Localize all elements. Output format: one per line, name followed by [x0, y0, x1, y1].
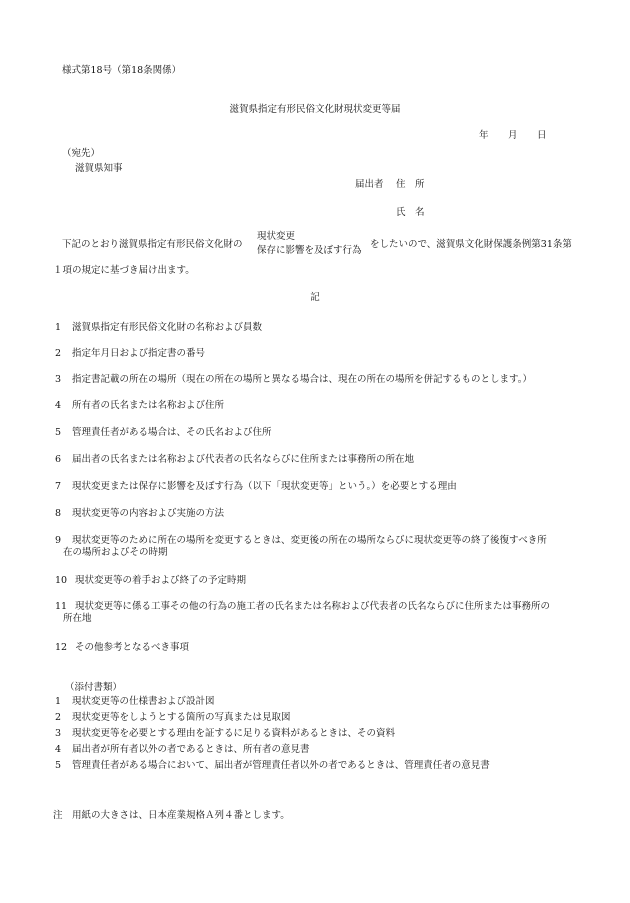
- item-text: 現状変更または保存に影響を及ぼす行為（以下「現状変更等」という。）を必要とする理由: [72, 481, 457, 492]
- notifier-label: 届出者: [355, 179, 384, 190]
- item-text: 所有者の氏名または名称および住所: [72, 400, 225, 411]
- item-text: 滋賀県指定有形民俗文化財の名称および員数: [72, 322, 263, 333]
- item-number: 2: [55, 348, 62, 359]
- item-number: 7: [55, 481, 62, 492]
- attachment-text: 届出者が所有者以外の者であるときは、所有者の意見書: [72, 744, 310, 755]
- attachment-number: 5: [55, 760, 62, 771]
- item-number: 11: [55, 601, 68, 612]
- item-number: 9: [55, 535, 62, 546]
- attachment-text: 現状変更等を必要とする理由を証するに足りる資料があるときは、その資料: [72, 728, 396, 739]
- intro-part1: 下記のとおり滋賀県指定有形民俗文化財の: [62, 239, 243, 250]
- intro-option-affecting-act: 保存に影響を及ぼす行為: [257, 245, 362, 256]
- item-text: 現状変更等の内容および実施の方法: [72, 508, 225, 519]
- item-text: 指定年月日および指定書の番号: [72, 348, 206, 359]
- item-number: 4: [55, 400, 62, 411]
- addressee-name: 滋賀県知事: [75, 163, 123, 174]
- intro-part2: をしたいので、滋賀県文化財保護条例第31条第: [370, 239, 572, 250]
- item-text: 管理責任者がある場合は、その氏名および住所: [72, 427, 272, 438]
- item-number: 1: [55, 322, 62, 333]
- intro-part3: １項の規定に基づき届け出ます。: [53, 265, 195, 276]
- item-text-continued: 所在地: [63, 613, 92, 624]
- item-text: 指定書記載の所在の場所（現在の所在の場所と異なる場合は、現在の所在の場所を併記するものとします。）: [72, 374, 532, 385]
- item-number: 3: [55, 374, 62, 385]
- date-month: 月: [508, 130, 518, 141]
- item-text: その他参考となるべき事項: [75, 642, 190, 653]
- form-number: 様式第18号（第18条関係）: [62, 65, 182, 76]
- item-text-continued: 在の場所およびその時期: [63, 547, 168, 558]
- item-number: 6: [55, 454, 62, 465]
- intro-options: [257, 230, 362, 258]
- attachment-text: 管理責任者がある場合において、届出者が管理責任者以外の者であるときは、管理責任者の意見書: [72, 760, 490, 771]
- item-number: 8: [55, 508, 62, 519]
- intro-option-alteration: 現状変更: [257, 231, 296, 242]
- item-number: 12: [55, 642, 68, 653]
- item-text: 現状変更等に係る工事その他の行為の施工者の氏名または名称および代表者の氏名ならびに住所または事務所の: [75, 601, 551, 612]
- attachment-text: 現状変更等の仕様書および設計図: [72, 696, 215, 707]
- ki-heading: 記: [310, 292, 320, 303]
- item-text: 現状変更等のために所在の場所を変更するときは、変更後の所在の場所ならびに現状変更等の終了後復すべき所: [72, 535, 547, 546]
- item-text: 現状変更等の着手および終了の予定時期: [75, 575, 247, 586]
- item-number: 10: [55, 575, 68, 586]
- date-day: 日: [537, 130, 547, 141]
- paper-size-note: 注 用紙の大きさは、日本産業規格Ａ列４番とします。: [53, 810, 290, 821]
- attachment-number: 2: [55, 712, 62, 723]
- addressee-label: （宛先）: [62, 148, 101, 159]
- item-text: 届出者の氏名または名称および代表者の氏名ならびに住所または事務所の所在地: [72, 454, 415, 465]
- notifier-address-label: 住 所: [396, 179, 425, 190]
- date-year: 年: [479, 130, 489, 141]
- attachment-number: 4: [55, 744, 62, 755]
- form-title: 滋賀県指定有形民俗文化財現状変更等届: [229, 104, 401, 115]
- item-number: 5: [55, 427, 62, 438]
- attachments-label: （添付書類）: [65, 682, 123, 693]
- attachment-number: 1: [55, 696, 62, 707]
- notifier-name-label: 氏 名: [396, 207, 425, 218]
- attachment-text: 現状変更等をしようとする箇所の写真または見取図: [72, 712, 291, 723]
- attachment-number: 3: [55, 728, 62, 739]
